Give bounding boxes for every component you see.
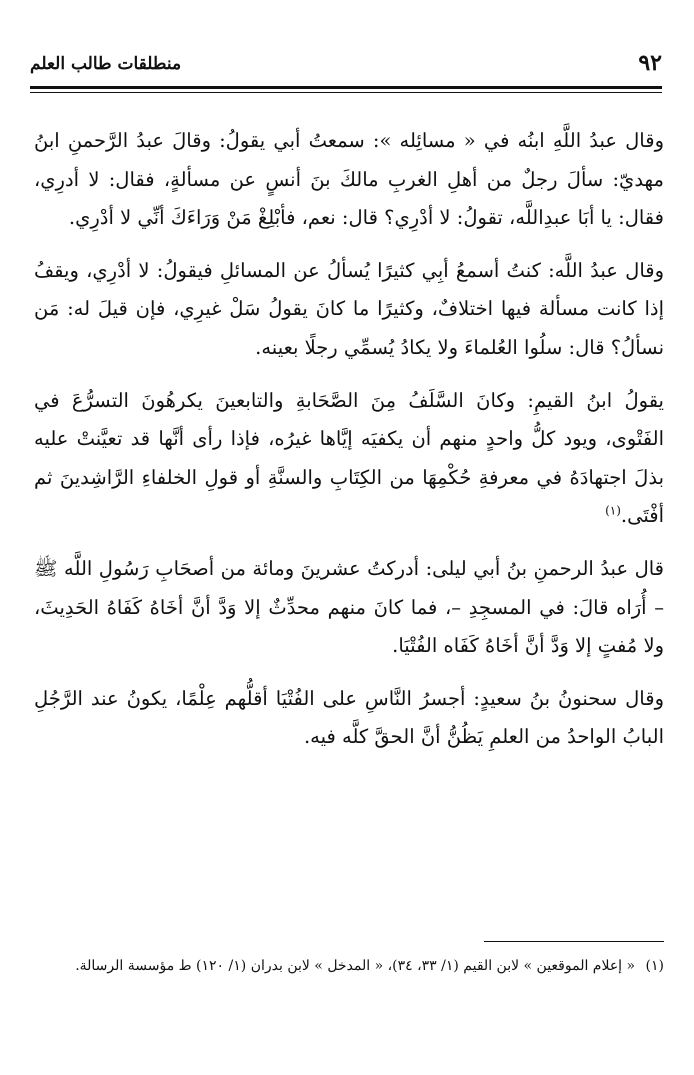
- footnote-separator: [484, 941, 664, 942]
- header-rule-thin: [30, 92, 662, 93]
- header-rule-thick: [30, 86, 662, 89]
- footnotes: [32, 952, 664, 980]
- page-header: [30, 50, 662, 84]
- paragraph-3: [34, 382, 664, 536]
- paragraph-2: [34, 252, 664, 368]
- paragraph-1: [34, 122, 664, 238]
- paragraph-text: وقال سحنونُ بنُ سعيدٍ: أجسرُ النَّاسِ على الفُتْيَا أقلُّهم عِلْمًا، يكونُ عند الرَّجُلِ البابُ الواحدُ من العلمِ يَظُنُّ أنَّ الحقَّ كلَّه فيه.: [34, 686, 664, 749]
- paragraph-text: وقال عبدُ اللَّهِ ابنُه في « مسائِله »: سمعتُ أبي يقولُ: وقالَ عبدُ الرَّحمنِ ابنُ مهديّ: سألَ رجلٌ من أهلِ الغربِ مالكَ بنَ أنسٍ عن مسألةٍ، فقال: لا أدرِي، فقال: يا أبَا عبدِاللَّه، تقولُ: لا أدْرِي؟ قال: نعم، فأبْلِغْ مَنْ وَرَاءَكَ أنِّي لا أدْرِي.: [34, 129, 664, 230]
- footnote-text: « إعلام الموقعين » لابن القيم (١/ ٣٣، ٣٤)، « المدخل » لابن بدران (١/ ١٢٠) ط مؤسسة الرسالة.: [75, 958, 636, 974]
- running-title: منطلقات طالب العلم: [30, 54, 182, 74]
- footnote-number: (١): [645, 958, 664, 974]
- footnote-reference[interactable]: (١): [605, 503, 621, 518]
- paragraph-text: قال عبدُ الرحمنِ بنُ أبي ليلى: أدركتُ عشرينَ ومائة من أصحَابِ رَسُولِ اللَّه ﷺ – أُرَاه قالَ: في المسجِدِ –، فما كانَ منهم محدِّثٌ إلا وَدَّ أنَّ أخَاهُ كَفَاهُ الحَدِيثَ، ولا مُفتٍ إلا وَدَّ أنَّ أخَاهُ كَفَاه الفُتْيَا.: [34, 556, 664, 658]
- body-text: [34, 122, 664, 771]
- footnote: [32, 952, 664, 980]
- paragraph-text: وقال عبدُ اللَّه: كنتُ أسمعُ أبِي كثيرًا يُسألُ عن المسائلِ فيقولُ: لا أدْرِي، ويقفُ إذا كانت مسألة فيها اختلافٌ، وكثيرًا ما كانَ يقولُ سَلْ غيرِي، فإن قيلَ له: مَن نسألُ؟ قال: سلُوا العُلماءَ ولا يكادُ يُسمِّي رجلًا بعينه.: [34, 258, 664, 359]
- paragraph-5: [34, 680, 664, 757]
- page-number: ٩٢: [638, 50, 662, 76]
- paragraph-4: [34, 550, 664, 666]
- paragraph-text: يقولُ ابنُ القيمِ: وكانَ السَّلَفُ مِنَ الصَّحَابةِ والتابعينَ يكرهُونَ التسرُّعَ في الفَتْوى، ويود كلُّ واحدٍ منهم أن يكفيَه إيَّاها غيرُه، فإذا رأى أنَّها قد تعيَّنتْ عليه بذلَ اجتهادَهُ في معرفةِ حُكْمِهَا من الكِتَابِ والسنَّةِ أو قولِ الخلفاءِ الرَّاشِدينَ ثم أفْتَى.: [34, 388, 665, 528]
